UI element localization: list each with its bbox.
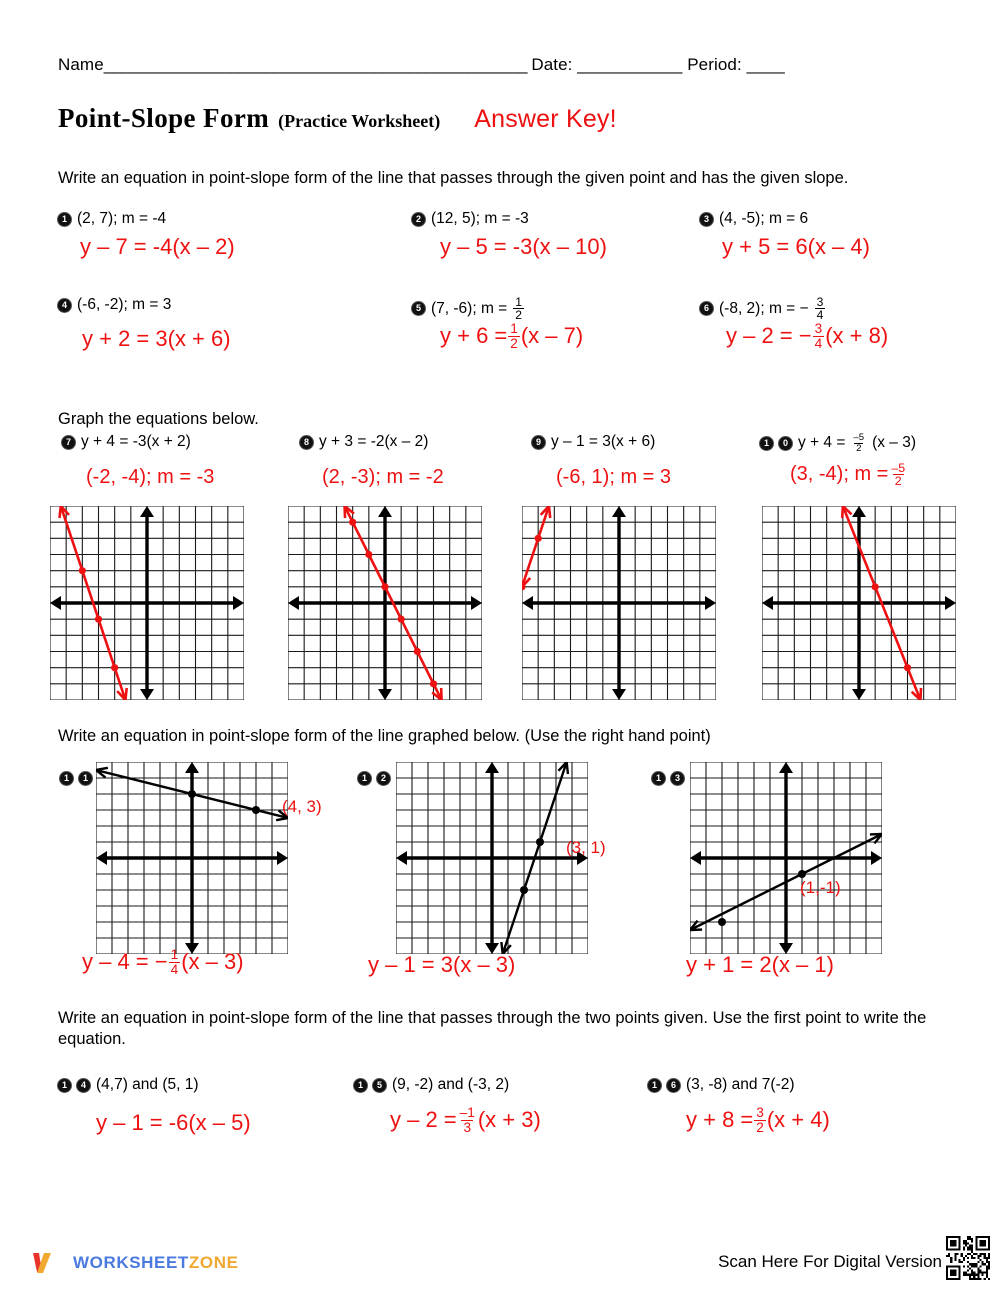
problem-number-8: 8: [300, 436, 313, 449]
problem-12: [358, 772, 391, 785]
answer-6: y – 2 = − $\frac{3}{4}$ (x + 8): [726, 321, 889, 351]
fraction: $\frac{1}{2}$: [515, 295, 522, 323]
graph-12: [396, 762, 588, 954]
answer-9: (-6, 1); m = 3: [556, 466, 672, 488]
qr-code-icon[interactable]: [946, 1236, 990, 1280]
problem-given: (2, 7); m = -4: [77, 210, 167, 227]
problem-2: [412, 210, 529, 228]
problem-number-11: 1: [60, 772, 73, 785]
coordinate-grid: [762, 506, 956, 700]
coordinate-grid: [288, 506, 482, 700]
coordinate-grid: [522, 506, 716, 700]
problem-15: [354, 1076, 509, 1094]
problem-given: (3, -8) and 7(-2): [686, 1076, 795, 1093]
answer-4: y + 2 = 3(x + 6): [82, 326, 231, 351]
coordinate-grid: [690, 762, 882, 954]
problem-number-3: 3: [700, 213, 713, 226]
date-blank: ___________: [577, 55, 683, 74]
problem-number-13: 1: [652, 772, 665, 785]
problem-number-14: 1: [58, 1079, 71, 1092]
point-label-12: (3, 1): [566, 838, 606, 857]
problem-number-10: 0: [779, 437, 792, 450]
problem-4: [58, 296, 171, 314]
problem-3: [700, 210, 808, 228]
problem-number-7: 7: [62, 436, 75, 449]
fraction: $\frac{1}{2}$: [510, 321, 518, 351]
answer-10: (3, -4); m = $\frac{-5}{2}$: [790, 461, 906, 489]
logo-text-worksheet: WORKSHEET: [73, 1253, 189, 1272]
instruction-section-3: Write an equation in point-slope form of the line graphed below. (Use the right hand point): [58, 727, 711, 745]
problem-8: 8 y + 3 = -2(x – 2): [300, 433, 428, 451]
instruction-section-2: Graph the equations below.: [58, 410, 259, 428]
graph-7: [50, 506, 244, 700]
problem-number-15: 1: [354, 1079, 367, 1092]
problem-number-16: 6: [667, 1079, 680, 1092]
problem-number-15: 5: [373, 1079, 386, 1092]
problem-number-12: 2: [377, 772, 390, 785]
fraction: $\frac{3}{4}$: [814, 321, 823, 351]
problem-13: [652, 772, 685, 785]
problem-number-4: 4: [58, 299, 71, 312]
problem-number-2: 2: [412, 213, 425, 226]
fraction: $\frac{3}{2}$: [756, 1105, 764, 1135]
fraction: $\frac{-5}{2}$: [891, 461, 906, 489]
fraction: $\frac{1}{4}$: [170, 947, 179, 977]
answer-12: y – 1 = 3(x – 3): [368, 952, 516, 977]
fraction: $\frac{3}{4}$: [816, 295, 824, 323]
problem-10: 1 0 y + 4 = $\frac{-5}{2}$ (x – 3): [760, 433, 916, 453]
instruction-section-4: Write an equation in point-slope form of the line that passes through the two points given. Use the first point to write the equation.: [58, 1009, 927, 1049]
problem-7: 7 y + 4 = -3(x + 2): [62, 433, 191, 451]
problem-11: [60, 772, 93, 785]
answer-2: y – 5 = -3(x – 10): [440, 234, 607, 259]
problem-given: (-8, 2); m = −: [719, 299, 809, 317]
answer-14: y – 1 = -6(x – 5): [96, 1110, 251, 1135]
problem-number-14: 4: [77, 1079, 90, 1092]
graph-11: [96, 762, 288, 954]
problem-given: (7, -6); m =: [431, 299, 508, 317]
problem-number-13: 3: [671, 772, 684, 785]
scan-instruction-text: Scan Here For Digital Version: [718, 1252, 942, 1271]
page-footer: [0, 1224, 1000, 1294]
coordinate-grid: [396, 762, 588, 954]
graph-8: [288, 506, 482, 700]
problem-number-11: 1: [79, 772, 92, 785]
problem-6: [700, 296, 826, 321]
problem-number-10: 1: [760, 437, 773, 450]
instruction-section-1: Write an equation in point-slope form of the line that passes through the given point and has the given slope.: [58, 169, 849, 187]
answer-5: y + 6 = $\frac{1}{2}$ (x – 7): [440, 321, 584, 351]
problem-14: [58, 1076, 199, 1094]
answer-11: y – 4 = − $\frac{1}{4}$ (x – 3): [82, 947, 244, 977]
point-label-11: (4, 3): [282, 797, 322, 816]
graph-9: [522, 506, 716, 700]
problem-number-9: 9: [532, 436, 545, 449]
problem-number-12: 1: [358, 772, 371, 785]
problem-5: [412, 296, 525, 321]
student-info-line: [58, 55, 942, 75]
problem-16: [648, 1076, 795, 1094]
coordinate-grid: [50, 506, 244, 700]
answer-1: y – 7 = -4(x – 2): [80, 234, 235, 259]
fraction: $\frac{-5}{2}$: [853, 432, 865, 454]
problem-given: (4,7) and (5, 1): [96, 1076, 199, 1093]
logo-text: [73, 1253, 239, 1273]
problem-given: (-6, -2); m = 3: [77, 296, 172, 313]
name-blank: __________________________________________________: [103, 55, 527, 74]
graph-10: [762, 506, 956, 700]
page-title: Point-Slope Form: [58, 103, 270, 133]
problem-number-6: 6: [700, 302, 713, 315]
period-label: Period:: [687, 55, 742, 74]
answer-7: (-2, -4); m = -3: [86, 466, 215, 488]
answer-8: (2, -3); m = -2: [322, 466, 444, 488]
date-label: Date:: [531, 55, 573, 74]
worksheet-zone-logo: [30, 1250, 239, 1276]
answer-15: y – 2 = $\frac{-1}{3}$ (x + 3): [390, 1105, 541, 1135]
problem-given: (4, -5); m = 6: [719, 210, 809, 227]
name-label: Name: [58, 55, 104, 74]
fraction: $\frac{-1}{3}$: [459, 1105, 475, 1135]
problem-1: [58, 210, 166, 228]
page-subtitle: (Practice Worksheet): [278, 111, 441, 131]
point-label-13: (1,-1): [800, 878, 841, 897]
graph-13: [690, 762, 882, 954]
problem-9: 9 y – 1 = 3(x + 6): [532, 433, 655, 451]
answer-3: y + 5 = 6(x – 4): [722, 234, 870, 259]
logo-mark-icon: [30, 1250, 64, 1276]
answer-13: y + 1 = 2(x – 1): [686, 952, 834, 977]
problem-number-16: 1: [648, 1079, 661, 1092]
problem-number-5: 5: [412, 302, 425, 315]
worksheet-title-row: [58, 103, 617, 134]
problem-given: (9, -2) and (-3, 2): [392, 1076, 510, 1093]
period-blank: ____: [746, 55, 785, 74]
coordinate-grid: [96, 762, 288, 954]
answer-16: y + 8 = $\frac{3}{2}$ (x + 4): [686, 1105, 830, 1135]
problem-given: (12, 5); m = -3: [431, 210, 529, 227]
problem-number-1: 1: [58, 213, 71, 226]
logo-text-zone: ZONE: [188, 1253, 239, 1272]
answer-key-badge: Answer Key!: [474, 105, 617, 133]
